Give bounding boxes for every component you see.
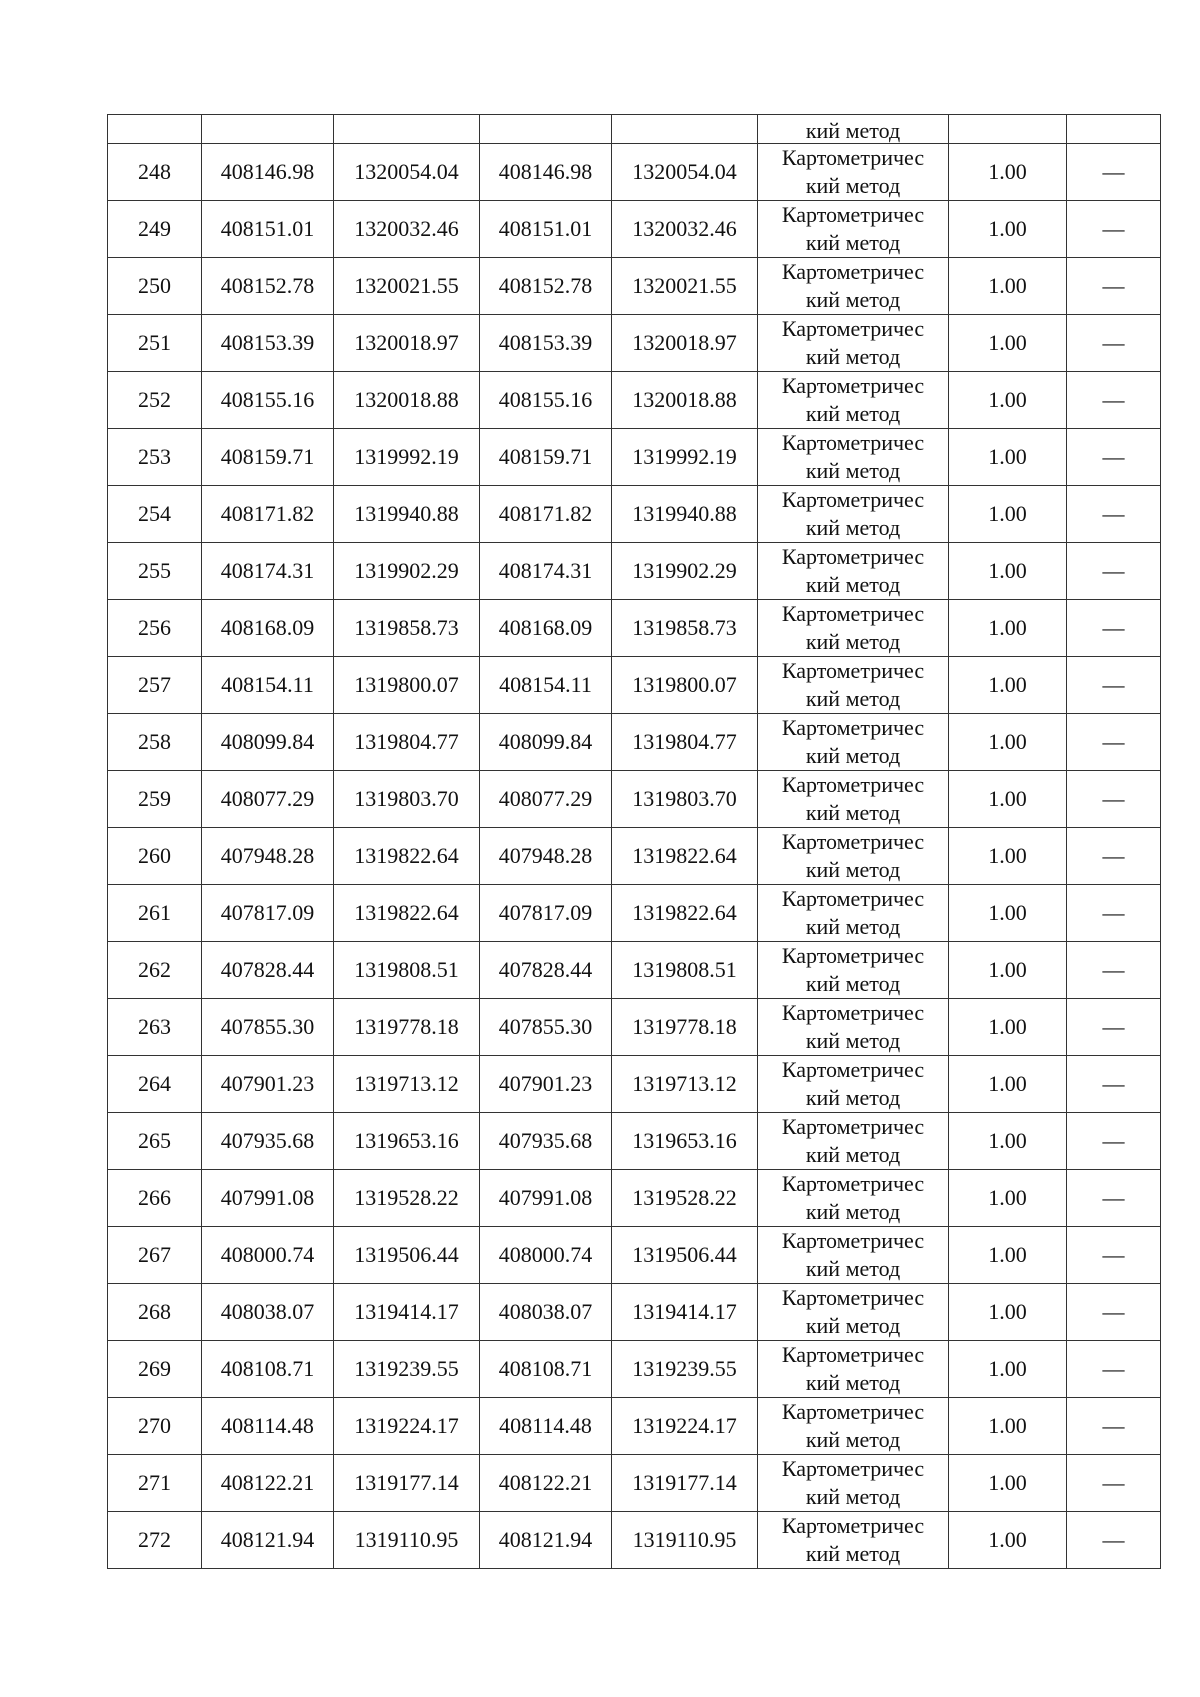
cell-empty <box>612 115 758 144</box>
table-row <box>108 1398 1161 1455</box>
cell-y-existing: 1319803.70 <box>334 771 480 828</box>
method-line-1: Картометричес <box>781 430 925 455</box>
cell-accuracy: 1.00 <box>949 372 1067 429</box>
cell-accuracy: 1.00 <box>949 1284 1067 1341</box>
cell-x-new: 408000.74 <box>480 1227 612 1284</box>
cell-point-number: 265 <box>108 1113 202 1170</box>
cell-x-existing: 408121.94 <box>202 1512 334 1569</box>
table-row <box>108 429 1161 486</box>
cell-x-new: 408153.39 <box>480 315 612 372</box>
cell-note: — <box>1067 315 1161 372</box>
method-line-1: Картометричес <box>781 1000 925 1025</box>
cell-method <box>758 543 949 600</box>
cell-y-existing: 1320021.55 <box>334 258 480 315</box>
table-body <box>108 115 1161 1569</box>
cell-y-new: 1319414.17 <box>612 1284 758 1341</box>
cell-x-new: 407935.68 <box>480 1113 612 1170</box>
table-row <box>108 828 1161 885</box>
cell-point-number: 258 <box>108 714 202 771</box>
cell-note: — <box>1067 429 1161 486</box>
cell-method <box>758 258 949 315</box>
cell-method <box>758 999 949 1056</box>
table-row <box>108 201 1161 258</box>
cell-method <box>758 201 949 258</box>
method-line-2: кий метод <box>805 1484 901 1509</box>
cell-x-new: 408146.98 <box>480 144 612 201</box>
cell-note: — <box>1067 258 1161 315</box>
table-row <box>108 1341 1161 1398</box>
cell-y-existing: 1320018.97 <box>334 315 480 372</box>
table-row <box>108 144 1161 201</box>
cell-y-existing: 1319940.88 <box>334 486 480 543</box>
cell-y-existing: 1320054.04 <box>334 144 480 201</box>
table-row <box>108 1170 1161 1227</box>
method-line-1: Картометричес <box>781 1228 925 1253</box>
cell-point-number: 262 <box>108 942 202 999</box>
cell-empty <box>1067 115 1161 144</box>
cell-x-existing: 407855.30 <box>202 999 334 1056</box>
cell-accuracy: 1.00 <box>949 201 1067 258</box>
method-line-1: Картометричес <box>781 1285 925 1310</box>
cell-accuracy: 1.00 <box>949 1341 1067 1398</box>
method-line-2: кий метод <box>805 629 901 654</box>
cell-y-existing: 1319653.16 <box>334 1113 480 1170</box>
cell-method <box>758 1398 949 1455</box>
cell-method <box>758 429 949 486</box>
cell-x-new: 408038.07 <box>480 1284 612 1341</box>
cell-point-number: 256 <box>108 600 202 657</box>
cell-point-number: 253 <box>108 429 202 486</box>
cell-y-existing: 1319858.73 <box>334 600 480 657</box>
cell-point-number: 268 <box>108 1284 202 1341</box>
method-line-1: Картометричес <box>781 1342 925 1367</box>
table-row <box>108 942 1161 999</box>
cell-accuracy: 1.00 <box>949 771 1067 828</box>
cell-x-new: 408155.16 <box>480 372 612 429</box>
method-line-1: Картометричес <box>781 1057 925 1082</box>
table-row <box>108 714 1161 771</box>
method-line-2: кий метод <box>805 1427 901 1452</box>
cell-note: — <box>1067 144 1161 201</box>
cell-empty <box>334 115 480 144</box>
method-line-2: кий метод <box>805 230 901 255</box>
cell-x-existing: 408146.98 <box>202 144 334 201</box>
cell-point-number: 251 <box>108 315 202 372</box>
method-line-1: Картометричес <box>781 1171 925 1196</box>
cell-accuracy: 1.00 <box>949 258 1067 315</box>
method-line-1: Картометричес <box>781 259 925 284</box>
cell-accuracy: 1.00 <box>949 714 1067 771</box>
cell-x-existing: 408108.71 <box>202 1341 334 1398</box>
method-line-2: кий метод <box>805 914 901 939</box>
cell-accuracy: 1.00 <box>949 1113 1067 1170</box>
cell-note: — <box>1067 657 1161 714</box>
cell-x-new: 408159.71 <box>480 429 612 486</box>
cell-y-new: 1319778.18 <box>612 999 758 1056</box>
cell-x-existing: 408159.71 <box>202 429 334 486</box>
table-row <box>108 315 1161 372</box>
table-row <box>108 1455 1161 1512</box>
method-line-2: кий метод <box>805 1028 901 1053</box>
table-row <box>108 1113 1161 1170</box>
method-line-2: кий метод <box>805 1199 901 1224</box>
method-line-1: Картометричес <box>781 1456 925 1481</box>
method-line-1: Картометричес <box>781 601 925 626</box>
cell-accuracy: 1.00 <box>949 315 1067 372</box>
table-row <box>108 1227 1161 1284</box>
cell-x-existing: 407817.09 <box>202 885 334 942</box>
cell-y-new: 1319902.29 <box>612 543 758 600</box>
cell-note: — <box>1067 201 1161 258</box>
cell-y-new: 1319808.51 <box>612 942 758 999</box>
cell-method <box>758 1227 949 1284</box>
method-line-1: Картометричес <box>781 373 925 398</box>
method-line-1: Картометричес <box>781 487 925 512</box>
cell-x-new: 408174.31 <box>480 543 612 600</box>
cell-empty <box>480 115 612 144</box>
cell-note: — <box>1067 372 1161 429</box>
cell-x-new: 408077.29 <box>480 771 612 828</box>
method-line-1: Картометричес <box>781 145 925 170</box>
cell-note: — <box>1067 714 1161 771</box>
method-line-1: Картометричес <box>781 202 925 227</box>
cell-x-existing: 407828.44 <box>202 942 334 999</box>
cell-accuracy: 1.00 <box>949 657 1067 714</box>
cell-y-existing: 1319902.29 <box>334 543 480 600</box>
cell-x-new: 407991.08 <box>480 1170 612 1227</box>
cell-x-new: 408152.78 <box>480 258 612 315</box>
cell-x-existing: 407991.08 <box>202 1170 334 1227</box>
cell-x-new: 408114.48 <box>480 1398 612 1455</box>
method-line-2: кий метод <box>805 1085 901 1110</box>
cell-method <box>758 1284 949 1341</box>
method-line-2: кий метод <box>805 458 901 483</box>
cell-note: — <box>1067 771 1161 828</box>
table-row <box>108 999 1161 1056</box>
cell-y-new: 1320018.97 <box>612 315 758 372</box>
cell-point-number: 257 <box>108 657 202 714</box>
cell-x-existing: 408171.82 <box>202 486 334 543</box>
cell-x-existing: 408152.78 <box>202 258 334 315</box>
cell-y-new: 1319506.44 <box>612 1227 758 1284</box>
cell-y-existing: 1319506.44 <box>334 1227 480 1284</box>
method-line-2: кий метод <box>805 401 901 426</box>
cell-method <box>758 771 949 828</box>
cell-accuracy: 1.00 <box>949 1512 1067 1569</box>
cell-method <box>758 1341 949 1398</box>
cell-empty <box>202 115 334 144</box>
cell-accuracy: 1.00 <box>949 999 1067 1056</box>
cell-x-new: 407855.30 <box>480 999 612 1056</box>
cell-x-new: 408151.01 <box>480 201 612 258</box>
cell-x-new: 408122.21 <box>480 1455 612 1512</box>
cell-accuracy: 1.00 <box>949 1227 1067 1284</box>
method-line-2: кий метод <box>805 1256 901 1281</box>
method-line-1: Картометричес <box>781 715 925 740</box>
method-line-2: кий метод <box>805 686 901 711</box>
cell-y-existing: 1319239.55 <box>334 1341 480 1398</box>
table-row <box>108 258 1161 315</box>
cell-note: — <box>1067 1455 1161 1512</box>
cell-point-number: 271 <box>108 1455 202 1512</box>
cell-point-number: 250 <box>108 258 202 315</box>
cell-y-existing: 1320018.88 <box>334 372 480 429</box>
cell-x-existing: 408151.01 <box>202 201 334 258</box>
cell-x-new: 408108.71 <box>480 1341 612 1398</box>
cell-y-existing: 1319110.95 <box>334 1512 480 1569</box>
cell-note: — <box>1067 1284 1161 1341</box>
cell-y-existing: 1319808.51 <box>334 942 480 999</box>
cell-method <box>758 942 949 999</box>
cell-x-existing: 407901.23 <box>202 1056 334 1113</box>
continuation-row <box>108 115 1161 144</box>
method-line-1: Картометричес <box>781 829 925 854</box>
method-line-2: кий метод <box>805 572 901 597</box>
cell-x-existing: 408122.21 <box>202 1455 334 1512</box>
method-line-2: кий метод <box>805 1313 901 1338</box>
cell-x-new: 407817.09 <box>480 885 612 942</box>
method-line-1: Картометричес <box>781 772 925 797</box>
cell-y-new: 1319528.22 <box>612 1170 758 1227</box>
cell-empty <box>108 115 202 144</box>
cell-note: — <box>1067 486 1161 543</box>
table-row <box>108 885 1161 942</box>
cell-accuracy: 1.00 <box>949 1398 1067 1455</box>
method-line-2: кий метод <box>805 971 901 996</box>
method-line-2: кий метод <box>805 743 901 768</box>
cell-accuracy: 1.00 <box>949 1056 1067 1113</box>
cell-point-number: 266 <box>108 1170 202 1227</box>
table-row <box>108 372 1161 429</box>
cell-y-new: 1320021.55 <box>612 258 758 315</box>
cell-point-number: 261 <box>108 885 202 942</box>
cell-note: — <box>1067 828 1161 885</box>
cell-y-existing: 1319992.19 <box>334 429 480 486</box>
method-line-1: Картометричес <box>781 1399 925 1424</box>
cell-y-existing: 1320032.46 <box>334 201 480 258</box>
cell-y-existing: 1319528.22 <box>334 1170 480 1227</box>
cell-y-existing: 1319804.77 <box>334 714 480 771</box>
cell-y-new: 1319713.12 <box>612 1056 758 1113</box>
cell-x-new: 408099.84 <box>480 714 612 771</box>
method-line-2: кий метод <box>805 1541 901 1566</box>
method-line-2: кий метод <box>805 800 901 825</box>
cell-method <box>758 828 949 885</box>
cell-y-new: 1319653.16 <box>612 1113 758 1170</box>
cell-method <box>758 1455 949 1512</box>
cell-x-existing: 407935.68 <box>202 1113 334 1170</box>
cell-accuracy: 1.00 <box>949 429 1067 486</box>
cell-method <box>758 600 949 657</box>
method-line-1: Картометричес <box>781 943 925 968</box>
cell-y-existing: 1319822.64 <box>334 885 480 942</box>
table-row <box>108 1512 1161 1569</box>
cell-x-new: 408154.11 <box>480 657 612 714</box>
table-row <box>108 1284 1161 1341</box>
cell-x-existing: 408038.07 <box>202 1284 334 1341</box>
cell-y-new: 1319804.77 <box>612 714 758 771</box>
cell-x-existing: 408114.48 <box>202 1398 334 1455</box>
cell-x-new: 408121.94 <box>480 1512 612 1569</box>
cell-accuracy: 1.00 <box>949 885 1067 942</box>
cell-y-new: 1319822.64 <box>612 828 758 885</box>
method-line-2: кий метод <box>805 1142 901 1167</box>
cell-x-new: 408168.09 <box>480 600 612 657</box>
cell-y-new: 1319822.64 <box>612 885 758 942</box>
cell-x-new: 407901.23 <box>480 1056 612 1113</box>
cell-method-continuation: кий метод <box>758 115 949 144</box>
cell-y-new: 1319940.88 <box>612 486 758 543</box>
cell-x-existing: 408155.16 <box>202 372 334 429</box>
cell-note: — <box>1067 1056 1161 1113</box>
table-row <box>108 771 1161 828</box>
cell-x-existing: 408000.74 <box>202 1227 334 1284</box>
cell-point-number: 260 <box>108 828 202 885</box>
cell-note: — <box>1067 543 1161 600</box>
cell-point-number: 267 <box>108 1227 202 1284</box>
cell-method <box>758 1056 949 1113</box>
cell-x-new: 407828.44 <box>480 942 612 999</box>
cell-y-existing: 1319713.12 <box>334 1056 480 1113</box>
cell-accuracy: 1.00 <box>949 486 1067 543</box>
cell-point-number: 270 <box>108 1398 202 1455</box>
cell-point-number: 255 <box>108 543 202 600</box>
cell-x-existing: 408154.11 <box>202 657 334 714</box>
method-line-2: кий метод <box>805 857 901 882</box>
cell-note: — <box>1067 1398 1161 1455</box>
cell-note: — <box>1067 1341 1161 1398</box>
cell-y-new: 1319110.95 <box>612 1512 758 1569</box>
cell-method <box>758 1113 949 1170</box>
cell-x-new: 407948.28 <box>480 828 612 885</box>
cell-note: — <box>1067 1113 1161 1170</box>
cell-y-existing: 1319224.17 <box>334 1398 480 1455</box>
cell-accuracy: 1.00 <box>949 1455 1067 1512</box>
cell-method <box>758 885 949 942</box>
cell-method <box>758 657 949 714</box>
method-line-1: Картометричес <box>781 316 925 341</box>
cell-point-number: 252 <box>108 372 202 429</box>
cell-y-existing: 1319778.18 <box>334 999 480 1056</box>
cell-point-number: 248 <box>108 144 202 201</box>
cell-point-number: 272 <box>108 1512 202 1569</box>
cell-y-new: 1319992.19 <box>612 429 758 486</box>
method-line-2: кий метод <box>805 1370 901 1395</box>
cell-note: — <box>1067 600 1161 657</box>
method-line-1: Картометричес <box>781 1513 925 1538</box>
cell-note: — <box>1067 1170 1161 1227</box>
cell-accuracy: 1.00 <box>949 144 1067 201</box>
cell-point-number: 254 <box>108 486 202 543</box>
table-row <box>108 543 1161 600</box>
cell-y-new: 1320032.46 <box>612 201 758 258</box>
table-row <box>108 1056 1161 1113</box>
cell-point-number: 269 <box>108 1341 202 1398</box>
cell-y-new: 1319224.17 <box>612 1398 758 1455</box>
cell-y-existing: 1319822.64 <box>334 828 480 885</box>
cell-accuracy: 1.00 <box>949 543 1067 600</box>
cell-accuracy: 1.00 <box>949 942 1067 999</box>
cell-y-new: 1319800.07 <box>612 657 758 714</box>
cell-point-number: 264 <box>108 1056 202 1113</box>
cell-x-existing: 408153.39 <box>202 315 334 372</box>
cell-point-number: 263 <box>108 999 202 1056</box>
method-line-1: Картометричес <box>781 886 925 911</box>
cell-note: — <box>1067 1512 1161 1569</box>
cell-y-new: 1320018.88 <box>612 372 758 429</box>
cell-accuracy: 1.00 <box>949 600 1067 657</box>
cell-y-new: 1319239.55 <box>612 1341 758 1398</box>
table-row <box>108 657 1161 714</box>
cell-x-new: 408171.82 <box>480 486 612 543</box>
cell-empty <box>949 115 1067 144</box>
cell-y-new: 1319803.70 <box>612 771 758 828</box>
cell-x-existing: 408174.31 <box>202 543 334 600</box>
cell-method <box>758 372 949 429</box>
method-line-2: кий метод <box>805 515 901 540</box>
cell-method <box>758 315 949 372</box>
cell-y-existing: 1319177.14 <box>334 1455 480 1512</box>
method-line-2: кий метод <box>805 344 901 369</box>
cell-x-existing: 407948.28 <box>202 828 334 885</box>
cell-note: — <box>1067 942 1161 999</box>
method-line-1: Картометричес <box>781 1114 925 1139</box>
table-row <box>108 486 1161 543</box>
cell-note: — <box>1067 885 1161 942</box>
cell-point-number: 249 <box>108 201 202 258</box>
cell-y-new: 1320054.04 <box>612 144 758 201</box>
cell-method <box>758 714 949 771</box>
cell-point-number: 259 <box>108 771 202 828</box>
cell-method <box>758 1512 949 1569</box>
cell-x-existing: 408099.84 <box>202 714 334 771</box>
cell-accuracy: 1.00 <box>949 1170 1067 1227</box>
cell-y-existing: 1319414.17 <box>334 1284 480 1341</box>
cell-y-new: 1319177.14 <box>612 1455 758 1512</box>
cell-y-new: 1319858.73 <box>612 600 758 657</box>
method-line-2: кий метод <box>805 173 901 198</box>
cell-accuracy: 1.00 <box>949 828 1067 885</box>
cell-note: — <box>1067 1227 1161 1284</box>
cell-x-existing: 408168.09 <box>202 600 334 657</box>
method-line-2: кий метод <box>805 287 901 312</box>
cell-y-existing: 1319800.07 <box>334 657 480 714</box>
cell-method <box>758 1170 949 1227</box>
table-row <box>108 600 1161 657</box>
method-line-1: Картометричес <box>781 658 925 683</box>
method-line-1: Картометричес <box>781 544 925 569</box>
cell-x-existing: 408077.29 <box>202 771 334 828</box>
coordinates-table <box>107 114 1161 1569</box>
cell-method <box>758 144 949 201</box>
cell-note: — <box>1067 999 1161 1056</box>
cell-method <box>758 486 949 543</box>
